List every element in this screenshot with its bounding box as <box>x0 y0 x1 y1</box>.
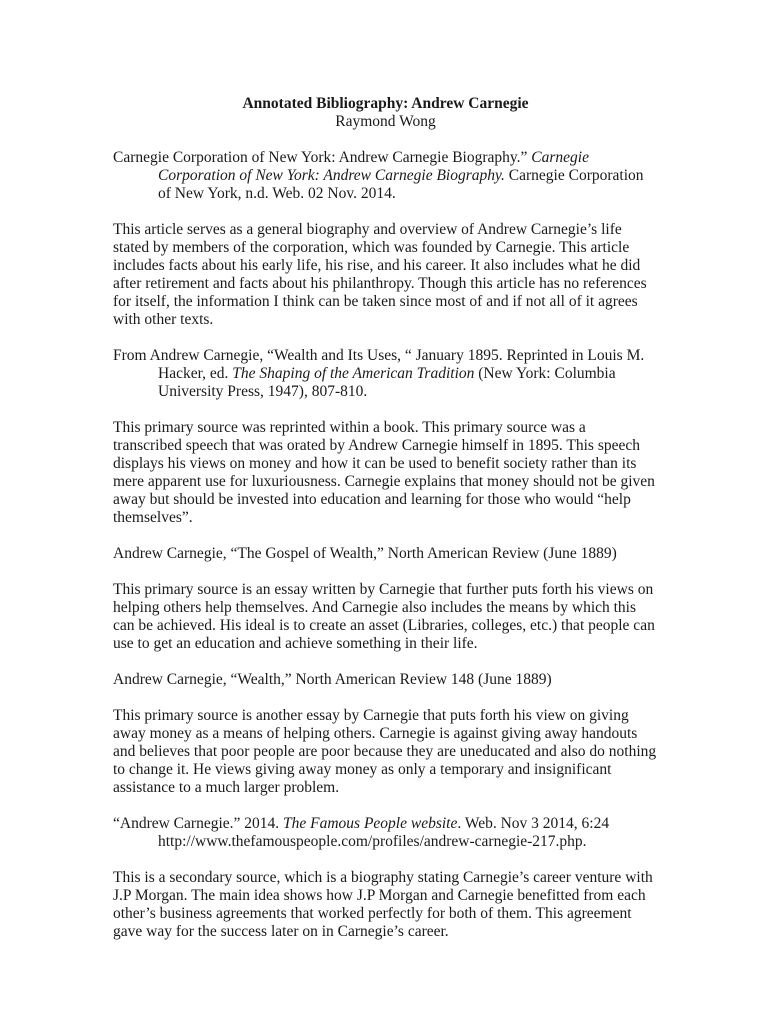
citation-text: Carnegie Corporation of New York: Andrew Carnegie Biography.” <box>113 149 532 166</box>
citation-publication: . Web. Nov 3 2014, 6:24 http://www.thefamouspeople.com/profiles/andrew-carnegie-217.php. <box>158 815 610 850</box>
citation-text: “Andrew Carnegie.” 2014. <box>113 815 284 832</box>
citation-title: Carnegie Corporation of New York: Andrew Carnegie Biography. <box>158 149 589 184</box>
document-title: Annotated Bibliography: Andrew Carnegie <box>242 95 529 112</box>
citation-title: The Shaping of the American Tradition <box>232 365 475 382</box>
entry-annotation: This primary source is another essay by Carnegie that puts forth his view on giving away money as a means of helping others. Carnegie is against giving away handouts and believes that poor people are poor because they are uneducated and also do nothing to change it. He views giving away money as only a temporary and insignificant assistance to a much larger problem. <box>113 707 657 796</box>
bibliography-entry <box>113 149 658 329</box>
citation-title: The Famous People website <box>283 815 458 832</box>
entry-citation <box>113 545 658 563</box>
entry-citation <box>113 347 658 401</box>
entry-citation <box>113 815 658 851</box>
bibliography-entry <box>113 347 658 527</box>
citation-text: Andrew Carnegie, “The Gospel of Wealth,” North American Review (June 1889) <box>113 545 617 562</box>
entry-citation <box>113 149 658 203</box>
bibliography-entry <box>113 545 658 653</box>
citation-publication: Carnegie Corporation of New York, n.d. Web. 02 Nov. 2014. <box>158 167 644 202</box>
document-page <box>113 95 658 941</box>
entry-annotation: This primary source was reprinted within a book. This primary source was a transcribed speech that was orated by Andrew Carnegie himself in 1895. This speech displays his views on money and how it can be used to benefit society rather than its mere apparent use for luxuriousness. Carnegie explains that money should not be given away but should be invested into education and learning for those who would “help themselves”. <box>113 419 655 526</box>
citation-text: Andrew Carnegie, “Wealth,” North American Review 148 (June 1889) <box>113 671 552 688</box>
entry-citation <box>113 671 658 689</box>
document-author: Raymond Wong <box>335 113 436 130</box>
citation-text: From Andrew Carnegie, “Wealth and Its Uses, “ January 1895. Reprinted in Louis M. Hacker, ed. <box>113 347 645 382</box>
bibliography-entry <box>113 671 658 797</box>
entry-annotation: This article serves as a general biography and overview of Andrew Carnegie’s life stated by members of the corporation, which was founded by Carnegie. This article includes facts about his early life, his rise, and his career. It also includes what he did after retirement and facts about his philanthropy. Though this article has no references for itself, the information I think can be taken since most of and if not all of it agrees with other texts. <box>113 221 647 328</box>
entry-annotation: This is a secondary source, which is a biography stating Carnegie’s career venture with J.P Morgan. The main idea shows how J.P Morgan and Carnegie benefitted from each other’s business agreements that worked perfectly for both of them. This agreement gave way for the success later on in Carnegie’s career. <box>113 869 653 940</box>
entry-annotation: This primary source is an essay written by Carnegie that further puts forth his views on helping others help themselves. And Carnegie also includes the means by which this can be achieved. His ideal is to create an asset (Libraries, colleges, etc.) that people can use to get an education and achieve something in their life. <box>113 581 655 652</box>
bibliography-entry <box>113 815 658 941</box>
citation-publication: (New York: Columbia University Press, 1947), 807-810. <box>158 365 616 400</box>
